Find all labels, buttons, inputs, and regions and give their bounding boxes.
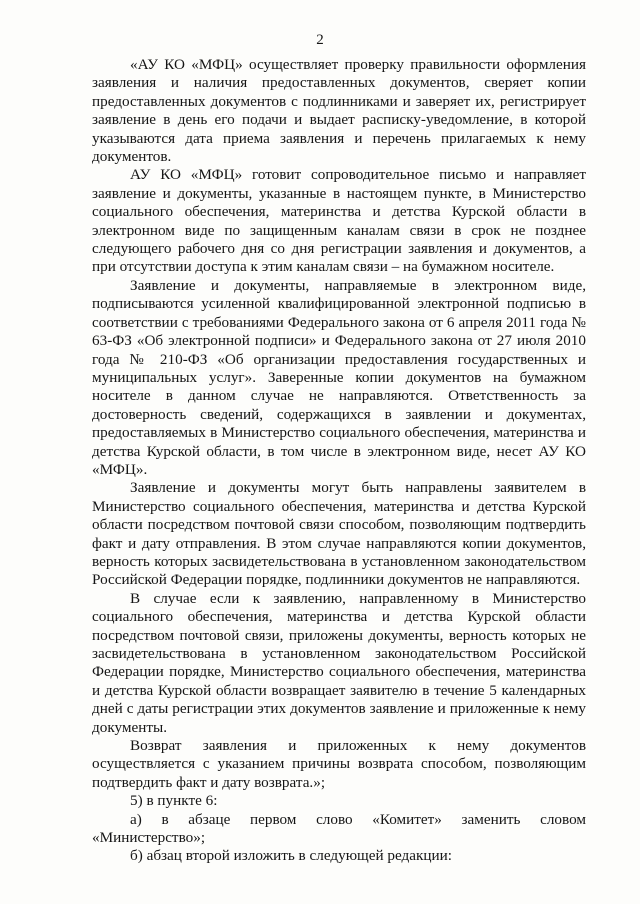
paragraph-uncertified-documents: В случае если к заявлению, направленному в Министерство социального обеспечения, материнства и детства Курской области посредством почтовой связи, приложены документы, верность которых не засвидетельствована в установленном законодательством Российской Федерации порядке, Министерство социального обеспечения, материнства и детства Курской области возвращает заявителю в течение 5 календарных дней с даты регистрации этих документов заявление и приложенные к нему документы. bbox=[92, 589, 586, 736]
paragraph-mfc-verification: «АУ КО «МФЦ» осуществляет проверку правильности оформления заявления и наличия предоставленных документов, сверяет копии предоставленных документов с подлинниками и заверяет их, регистрирует заявление в день его подачи и выдает расписку-уведомление, в которой указываются дата приема заявления и перечень прилагаемых к нему документов. bbox=[92, 56, 586, 166]
paragraph-postal-submission: Заявление и документы могут быть направлены заявителем в Министерство социального обеспечения, материнства и детства Курской области посредством почтовой связи способом, позволяющим подтвердить факт и дату отправления. В этом случае направляются копии документов, верность которых засвидетельствована в установленном законодательством Российской Федерации порядке, подлинники документов не направляются. bbox=[92, 479, 586, 589]
paragraph-electronic-signature: Заявление и документы, направляемые в электронном виде, подписываются усиленной квалифицированной электронной подписью в соответствии с требованиями Федерального закона от 6 апреля 2011 года № 63-ФЗ «Об электронной подписи» и Федерального закона от 27 июля 2010 года № 210-ФЗ «Об организации предоставления государственных и муниципальных услуг». Заверенные копии документов на бумажном носителе в данном случае не направляются. Ответственность за достоверность сведений, содержащихся в заявлении и документах, предоставляемых в Министерство социального обеспечения, материнства и детства Курской области, в том числе в электронном виде, несет АУ КО «МФЦ». bbox=[92, 276, 586, 478]
page-number: 2 bbox=[316, 32, 324, 48]
list-item-point-6: 5) в пункте 6: bbox=[130, 792, 218, 810]
list-item-subpoint-b: б) абзац второй изложить в следующей редакции: bbox=[130, 847, 452, 865]
document-body bbox=[92, 56, 586, 866]
list-item-subpoint-a: а) в абзаце первом слово «Комитет» заменить словом «Министерство»; bbox=[92, 810, 586, 847]
paragraph-return-of-documents: Возврат заявления и приложенных к нему документов осуществляется с указанием причины возврата способом, позволяющим подтвердить факт и дату возврата.»; bbox=[92, 737, 586, 791]
paragraph-mfc-cover-letter: АУ КО «МФЦ» готовит сопроводительное письмо и направляет заявление и документы, указанные в настоящем пункте, в Министерство социального обеспечения, материнства и детства Курской области в электронном виде по защищенным каналам связи в срок не позднее следующего рабочего дня со дня регистрации заявления и документов, а при отсутствии доступа к этим каналам связи – на бумажном носителе. bbox=[92, 166, 586, 276]
